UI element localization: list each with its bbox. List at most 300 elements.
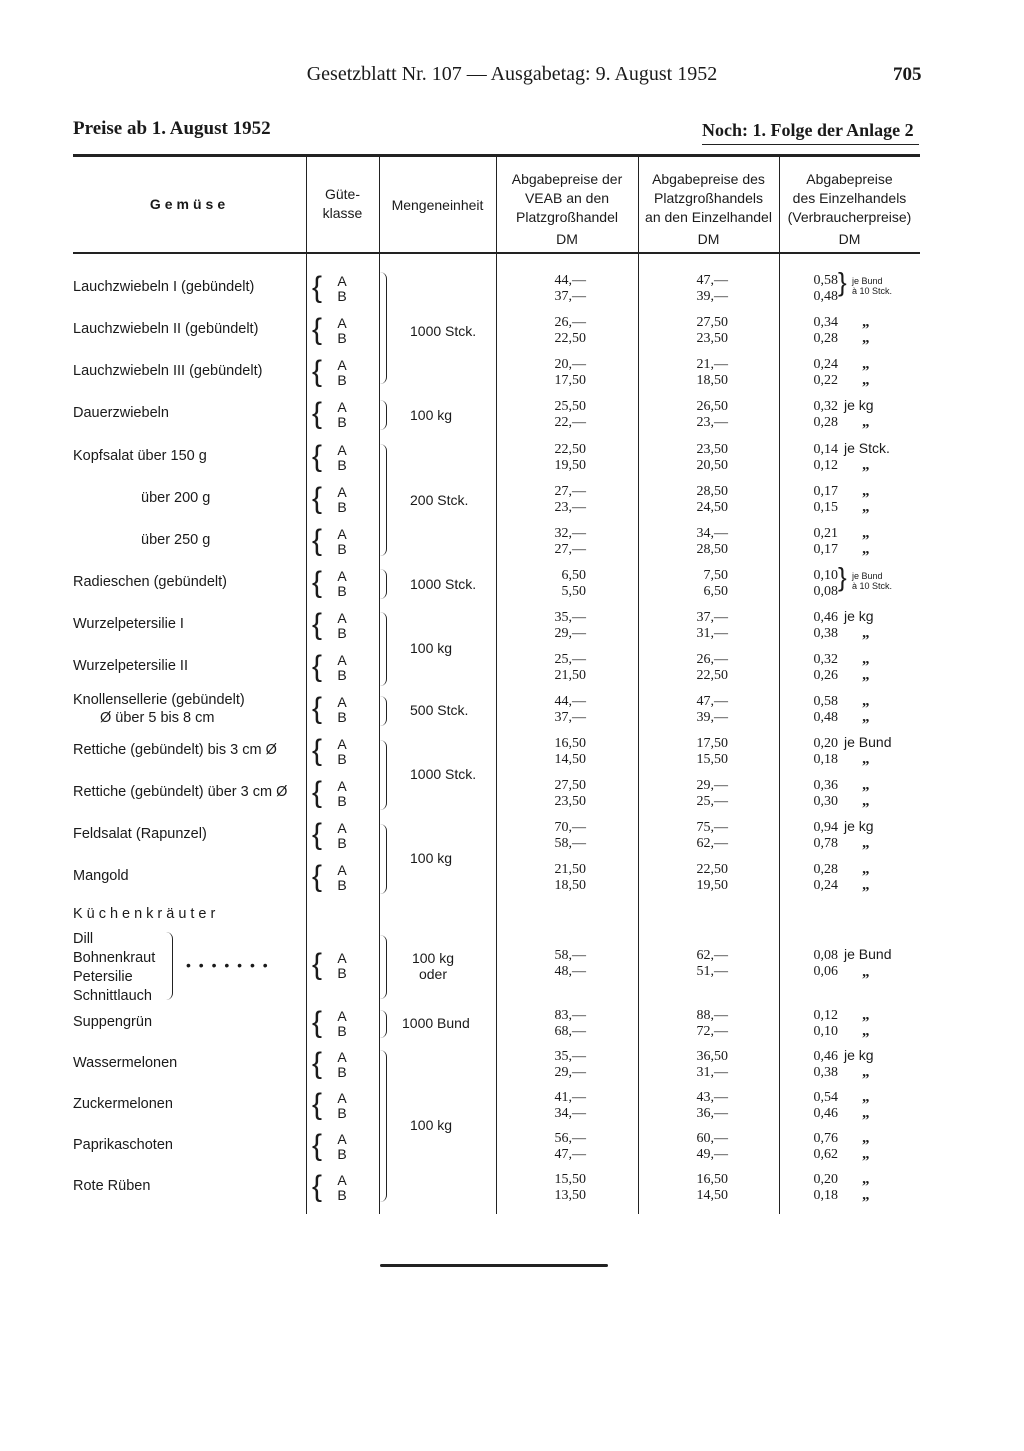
- grade-label: [332, 695, 352, 725]
- grade-brace: {: [312, 524, 323, 557]
- grade-label: [332, 1132, 352, 1162]
- price-a: 16,50: [554, 736, 586, 751]
- price-b: 0,48: [813, 289, 838, 304]
- price-b: 0,26: [813, 668, 838, 683]
- column-divider: [779, 156, 780, 1214]
- running-head: Gesetzblatt Nr. 107 — Ausgabetag: 9. August 1952: [306, 63, 718, 85]
- platz-price: [662, 1131, 728, 1163]
- grade-a: A: [337, 1049, 347, 1065]
- ditto-mark: „: [862, 1171, 870, 1187]
- herb-veab-price: [520, 948, 586, 980]
- price-b: 31,—: [696, 1065, 728, 1080]
- grade-a: A: [337, 357, 347, 373]
- price-b: 18,50: [554, 878, 586, 893]
- page-title: Preise ab 1. August 1952: [73, 118, 271, 139]
- grade-a: A: [337, 1090, 347, 1106]
- price-a: 26,—: [554, 315, 586, 330]
- platz-price: [662, 862, 728, 894]
- price-b: 0,62: [813, 1147, 838, 1162]
- vegetable-name: Rettiche (gebündelt) bis 3 cm Ø: [73, 742, 277, 758]
- platz-price: [662, 399, 728, 431]
- price-a: 35,—: [554, 610, 586, 625]
- price-a: 44,—: [554, 273, 586, 288]
- price-b: 20,50: [696, 458, 728, 473]
- grade-brace: {: [312, 818, 323, 851]
- grade-b: B: [337, 793, 347, 809]
- price-b: 27,—: [554, 542, 586, 557]
- price-a: 37,—: [696, 610, 728, 625]
- price-a: 0,24: [813, 357, 838, 372]
- grade-b: B: [337, 1187, 347, 1203]
- header-line: des Einzelhandels: [792, 190, 907, 206]
- price-a: 27,50: [696, 315, 728, 330]
- platz-price: [662, 694, 728, 726]
- grade-label: [332, 611, 352, 641]
- vegetable-name: Paprikaschoten: [73, 1137, 173, 1153]
- ein-price: [786, 778, 838, 810]
- grade-label: [332, 316, 352, 346]
- ditto-mark: „: [862, 693, 870, 709]
- grade-a: A: [337, 1008, 347, 1024]
- header-line: Güte-: [324, 186, 360, 202]
- price-a: 0,20: [813, 736, 838, 751]
- ditto-mark: „: [862, 1023, 870, 1039]
- price-b: 23,50: [554, 794, 586, 809]
- grade-brace: {: [312, 482, 323, 515]
- price-b: 51,—: [696, 964, 728, 979]
- price-a: 27,—: [554, 484, 586, 499]
- price-b: 0,46: [813, 1106, 838, 1121]
- annex-title-underline: [702, 144, 919, 145]
- grade-b: B: [337, 667, 347, 683]
- price-b: 23,—: [554, 500, 586, 515]
- ditto-mark: „: [862, 414, 870, 430]
- veab-price: [520, 736, 586, 768]
- ditto-mark: „: [862, 1105, 870, 1121]
- grade-a: A: [337, 778, 347, 794]
- unit-brace: [380, 400, 387, 430]
- grade-label: [332, 1091, 352, 1121]
- platz-price: [662, 315, 728, 347]
- ein-price: [786, 399, 838, 431]
- column-header-mengeneinheit: Mengeneinheit: [391, 197, 484, 213]
- price-b: 14,50: [554, 752, 586, 767]
- price-a: 28,50: [696, 484, 728, 499]
- grade-b: B: [337, 499, 347, 515]
- grade-label: [332, 1009, 352, 1039]
- price-b: 0,48: [813, 710, 838, 725]
- veab-price: [520, 526, 586, 558]
- vegetable-name: Wurzelpetersilie I: [73, 616, 184, 632]
- ein-price: [786, 1008, 838, 1040]
- vegetable-name: Mangold: [73, 868, 129, 884]
- grade-a: A: [337, 694, 347, 710]
- grade-label: [332, 951, 352, 981]
- ditto-mark: „: [862, 499, 870, 515]
- grade-a: A: [337, 1131, 347, 1147]
- platz-price: [662, 736, 728, 768]
- ein-price: [786, 862, 838, 894]
- ditto-mark: „: [862, 330, 870, 346]
- ditto-mark: „: [862, 667, 870, 683]
- grade-label: [332, 1173, 352, 1203]
- price-a: 27,50: [554, 778, 586, 793]
- grade-a: A: [337, 820, 347, 836]
- price-b: 0,06: [813, 964, 838, 979]
- price-b: 0,38: [813, 626, 838, 641]
- price-a: 6,50: [561, 568, 586, 583]
- vegetable-name: Radieschen (gebündelt): [73, 574, 227, 590]
- price-a: 60,—: [696, 1131, 728, 1146]
- unit-label: 100 kg: [410, 640, 453, 656]
- vegetable-name: über 200 g: [141, 490, 211, 506]
- ditto-mark: „: [862, 709, 870, 725]
- grade-b: B: [337, 1023, 347, 1039]
- grade-label: [332, 863, 352, 893]
- grade-b: B: [337, 751, 347, 767]
- unit-brace: [380, 696, 387, 726]
- grade-a: A: [337, 950, 347, 966]
- price-a: 56,—: [554, 1131, 586, 1146]
- price-a: 26,50: [696, 399, 728, 414]
- ein-price: [786, 315, 838, 347]
- unit-brace: [380, 444, 387, 556]
- price-a: 0,34: [813, 315, 838, 330]
- header-line: Abgabepreise des: [652, 171, 765, 187]
- price-b: 29,—: [554, 626, 586, 641]
- header-line: Platzgroßhandel: [516, 209, 618, 225]
- grade-brace: {: [312, 1129, 323, 1162]
- ditto-mark: „: [862, 1146, 870, 1162]
- grade-b: B: [337, 457, 347, 473]
- unit-brace: [380, 824, 387, 894]
- header-line: Platzgroßhandels: [654, 190, 763, 206]
- column-header-gemuese: Gemüse: [149, 196, 230, 212]
- platz-price: [662, 610, 728, 642]
- herb-unit: [408, 950, 458, 982]
- column-header-veab: [496, 170, 638, 249]
- grade-b: B: [337, 1105, 347, 1121]
- price-a: 0,08: [813, 948, 838, 963]
- price-a: 0,10: [813, 568, 838, 583]
- platz-price: [662, 273, 728, 305]
- herb-list: [73, 930, 155, 1006]
- price-b: 18,50: [696, 373, 728, 388]
- price-a: 36,50: [696, 1049, 728, 1064]
- price-b: 22,50: [554, 331, 586, 346]
- grade-label: [332, 443, 352, 473]
- grade-brace: {: [312, 1006, 323, 1039]
- ein-price: [786, 1172, 838, 1204]
- ein-price: [786, 1090, 838, 1122]
- ein-price: [786, 273, 838, 305]
- veab-price: [520, 568, 586, 600]
- price-note: je Bund: [852, 571, 883, 581]
- section-heading-kuechenkraeuter: Küchenkräuter: [73, 906, 220, 922]
- price-b: 37,—: [554, 289, 586, 304]
- price-a: 23,50: [696, 442, 728, 457]
- price-a: 15,50: [554, 1172, 586, 1187]
- grade-brace: {: [312, 692, 323, 725]
- price-b: 15,50: [696, 752, 728, 767]
- platz-price: [662, 1172, 728, 1204]
- price-b: 0,78: [813, 836, 838, 851]
- price-b: 39,—: [696, 289, 728, 304]
- price-b: 47,—: [554, 1147, 586, 1162]
- price-note-brace: }: [838, 267, 847, 297]
- price-b: 34,—: [554, 1106, 586, 1121]
- grade-b: B: [337, 288, 347, 304]
- ditto-mark: „: [862, 835, 870, 851]
- price-a: 83,—: [554, 1008, 586, 1023]
- price-a: 25,50: [554, 399, 586, 414]
- ein-price: [786, 610, 838, 642]
- unit-label: 100 kg: [410, 850, 453, 866]
- price-a: 16,50: [696, 1172, 728, 1187]
- price-a: 17,50: [696, 736, 728, 751]
- price-a: 0,17: [813, 484, 838, 499]
- price-b: 24,50: [696, 500, 728, 515]
- price-a: 0,54: [813, 1090, 838, 1105]
- grade-brace: {: [312, 397, 323, 430]
- ditto-mark: „: [862, 625, 870, 641]
- grade-brace: {: [312, 440, 323, 473]
- vegetable-name: Zuckermelonen: [73, 1096, 173, 1112]
- price-b: 58,—: [554, 836, 586, 851]
- grade-brace: {: [312, 271, 323, 304]
- vegetable-name: Rettiche (gebündelt) über 3 cm Ø: [73, 784, 288, 800]
- column-divider: [306, 156, 307, 1214]
- vegetable-name-detail: Ø über 5 bis 8 cm: [100, 710, 215, 726]
- price-b: 0,18: [813, 752, 838, 767]
- platz-price: [662, 442, 728, 474]
- ditto-mark: „: [862, 1130, 870, 1146]
- grade-label: [332, 779, 352, 809]
- veab-price: [520, 315, 586, 347]
- ditto-mark: „: [862, 751, 870, 767]
- price-b: 0,28: [813, 415, 838, 430]
- herb-consumer-price: [786, 948, 838, 980]
- price-b: 0,12: [813, 458, 838, 473]
- price-b: 21,50: [554, 668, 586, 683]
- unit-label: 500 Stck.: [410, 702, 469, 718]
- closing-rule: [380, 1264, 608, 1267]
- veab-price: [520, 1049, 586, 1081]
- grade-brace: {: [312, 776, 323, 809]
- grade-a: A: [337, 273, 347, 289]
- grade-label: [332, 821, 352, 851]
- vegetable-name: Rote Rüben: [73, 1178, 151, 1194]
- platz-price: [662, 1008, 728, 1040]
- price-a: 25,—: [554, 652, 586, 667]
- grade-brace: {: [312, 1047, 323, 1080]
- unit-line: oder: [418, 966, 448, 982]
- price-b: 0,18: [813, 1188, 838, 1203]
- header-line: Abgabepreise der: [511, 171, 623, 187]
- price-b: 39,—: [696, 710, 728, 725]
- price-b: 19,50: [554, 458, 586, 473]
- ditto-mark: „: [862, 372, 870, 388]
- price-a: 62,—: [696, 948, 728, 963]
- price-b: 0,28: [813, 331, 838, 346]
- ditto-mark: „: [862, 541, 870, 557]
- grade-b: B: [337, 965, 347, 981]
- price-note-brace: }: [838, 562, 847, 592]
- ditto-mark: „: [862, 861, 870, 877]
- price-note: je Bund: [844, 734, 892, 750]
- price-b: 29,—: [554, 1065, 586, 1080]
- ein-price: [786, 652, 838, 684]
- grade-label: [332, 358, 352, 388]
- unit-brace: [380, 569, 387, 599]
- price-b: 0,38: [813, 1065, 838, 1080]
- herb-brace: [166, 932, 173, 1000]
- vegetable-name: Kopfsalat über 150 g: [73, 448, 207, 464]
- ditto-mark: „: [862, 1064, 870, 1080]
- price-b: 14,50: [696, 1188, 728, 1203]
- ditto-mark: „: [862, 877, 870, 893]
- ein-price: [786, 820, 838, 852]
- ditto-mark: „: [862, 1089, 870, 1105]
- price-a: 75,—: [696, 820, 728, 835]
- ditto-mark: „: [862, 525, 870, 541]
- vegetable-name: Wurzelpetersilie II: [73, 658, 188, 674]
- price-b: 13,50: [554, 1188, 586, 1203]
- price-a: 0,20: [813, 1172, 838, 1187]
- price-a: 0,28: [813, 862, 838, 877]
- annex-title: Noch: 1. Folge der Anlage 2: [702, 120, 914, 140]
- grade-label: [332, 569, 352, 599]
- grade-b: B: [337, 877, 347, 893]
- ditto-mark: „: [862, 483, 870, 499]
- header-currency: DM: [556, 231, 578, 247]
- ditto-mark: „: [862, 356, 870, 372]
- unit-brace: [380, 740, 387, 810]
- price-b: 28,50: [696, 542, 728, 557]
- price-b: 6,50: [703, 584, 728, 599]
- grade-label: [332, 1050, 352, 1080]
- price-b: 48,—: [554, 964, 586, 979]
- grade-a: A: [337, 862, 347, 878]
- ein-price: [786, 736, 838, 768]
- price-a: 0,14: [813, 442, 838, 457]
- grade-label: [332, 485, 352, 515]
- grade-label: [332, 737, 352, 767]
- price-b: 31,—: [696, 626, 728, 641]
- grade-b: B: [337, 541, 347, 557]
- grade-a: A: [337, 568, 347, 584]
- unit-label: 1000 Stck.: [410, 323, 477, 339]
- platz-price: [662, 568, 728, 600]
- price-b: 37,—: [554, 710, 586, 725]
- price-note: je Stck.: [844, 440, 890, 456]
- grade-brace: {: [312, 313, 323, 346]
- price-a: 0,94: [813, 820, 838, 835]
- price-note-detail: à 10 Stck.: [852, 286, 893, 296]
- price-b: 5,50: [561, 584, 586, 599]
- price-a: 88,—: [696, 1008, 728, 1023]
- price-b: 23,50: [696, 331, 728, 346]
- header-line: an den Einzelhandel: [645, 209, 772, 225]
- platz-price: [662, 357, 728, 389]
- unit-brace: [380, 612, 387, 686]
- grade-b: B: [337, 625, 347, 641]
- veab-price: [520, 694, 586, 726]
- price-b: 22,—: [554, 415, 586, 430]
- unit-label: 200 Stck.: [410, 492, 469, 508]
- ein-price: [786, 442, 838, 474]
- grade-brace: {: [312, 650, 323, 683]
- price-a: 22,50: [696, 862, 728, 877]
- header-line: (Verbraucherpreise): [787, 209, 912, 225]
- grade-b: B: [337, 1064, 347, 1080]
- herb-platz-price: [662, 948, 728, 980]
- unit-label: 1000 Bund: [402, 1015, 470, 1031]
- platz-price: [662, 1049, 728, 1081]
- price-b: 68,—: [554, 1024, 586, 1039]
- price-a: 44,—: [554, 694, 586, 709]
- grade-b: B: [337, 330, 347, 346]
- herb-leader-dots: • • • • • • •: [186, 957, 270, 973]
- price-a: 58,—: [554, 948, 586, 963]
- ditto-mark: „: [862, 457, 870, 473]
- grade-brace: {: [312, 1088, 323, 1121]
- vegetable-name: Wassermelonen: [73, 1055, 178, 1071]
- vegetable-name: Suppengrün: [73, 1014, 153, 1030]
- price-a: 35,—: [554, 1049, 586, 1064]
- price-b: 49,—: [696, 1147, 728, 1162]
- grade-b: B: [337, 372, 347, 388]
- veab-price: [520, 1090, 586, 1122]
- price-a: 0,76: [813, 1131, 838, 1146]
- vegetable-name: über 250 g: [141, 532, 211, 548]
- grade-b: B: [337, 835, 347, 851]
- grade-label: [332, 527, 352, 557]
- price-b: 0,30: [813, 794, 838, 809]
- veab-price: [520, 484, 586, 516]
- platz-price: [662, 820, 728, 852]
- ein-price: [786, 568, 838, 600]
- vegetable-name: Dauerzwiebeln: [73, 405, 169, 421]
- price-b: 25,—: [696, 794, 728, 809]
- unit-label: 1000 Stck.: [410, 766, 477, 782]
- price-a: 20,—: [554, 357, 586, 372]
- grade-label: [332, 274, 352, 304]
- unit-label: 100 kg: [410, 407, 453, 423]
- ditto-mark: „: [862, 793, 870, 809]
- header-line: Abgabepreise: [806, 171, 893, 187]
- herb-item: Dill: [73, 931, 94, 947]
- price-a: 70,—: [554, 820, 586, 835]
- price-b: 0,22: [813, 373, 838, 388]
- price-a: 34,—: [696, 526, 728, 541]
- vegetable-name: Lauchzwiebeln III (gebündelt): [73, 363, 263, 379]
- veab-price: [520, 273, 586, 305]
- price-note: je kg: [844, 397, 874, 413]
- price-a: 47,—: [696, 694, 728, 709]
- veab-price: [520, 1172, 586, 1204]
- price-a: 7,50: [703, 568, 728, 583]
- price-a: 0,58: [813, 273, 838, 288]
- herb-item: Petersilie: [73, 969, 133, 985]
- price-b: 0,17: [813, 542, 838, 557]
- veab-price: [520, 1008, 586, 1040]
- platz-price: [662, 778, 728, 810]
- herb-item: Bohnenkraut: [73, 950, 156, 966]
- header-currency: DM: [697, 231, 720, 247]
- ditto-mark: „: [862, 1007, 870, 1023]
- header-currency: DM: [838, 231, 861, 247]
